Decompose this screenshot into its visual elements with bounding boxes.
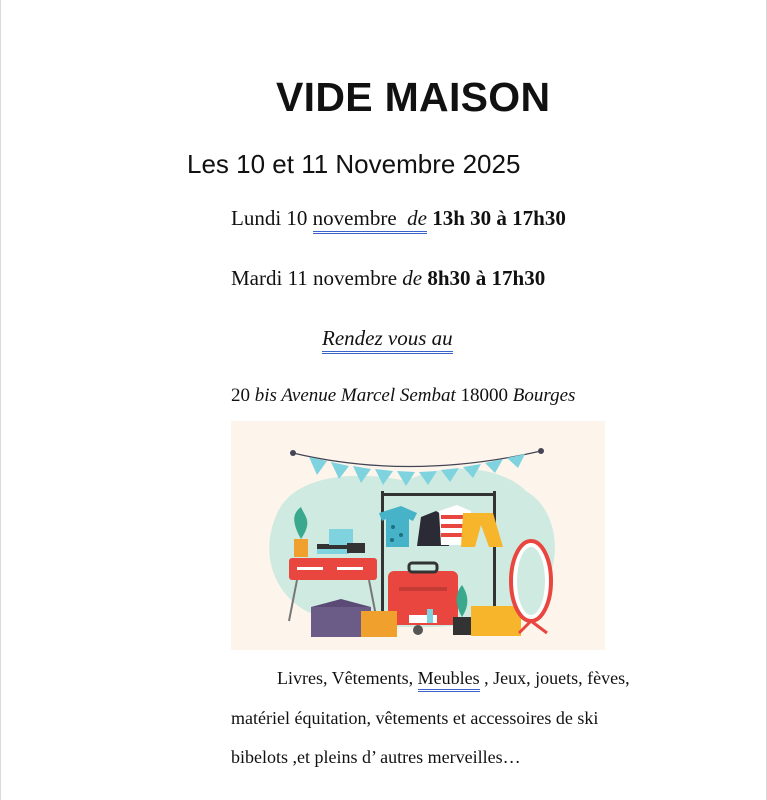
monday-month: novembre de [313, 206, 427, 234]
page-title: VIDE MAISON [276, 74, 551, 120]
rendezvous-label: Rendez vous au [322, 326, 453, 351]
items-line-3: bibelots ,et pleins d’ autres merveilles… [231, 747, 521, 767]
monday-hours [231, 206, 566, 231]
event-dates: Les 10 et 11 Novembre 2025 [187, 149, 521, 179]
items-line-2: matériel équitation, vêtements et accessoires de ski [231, 708, 599, 728]
items-line-1: Livres, Vêtements, Meubles , Jeux, jouets, fèves, [277, 668, 630, 689]
garage-sale-illustration [231, 421, 605, 650]
tuesday-time: 8h30 à 17h30 [427, 266, 546, 290]
event-address: 20 bis Avenue Marcel Sembat 18000 Bourges [231, 385, 576, 406]
tuesday-hours [231, 266, 545, 291]
tuesday-de: de [402, 266, 423, 290]
monday-day: Lundi 10 [231, 206, 313, 230]
monday-time: 13h 30 à 17h30 [432, 206, 566, 230]
tuesday-day: Mardi 11 novembre [231, 266, 403, 290]
